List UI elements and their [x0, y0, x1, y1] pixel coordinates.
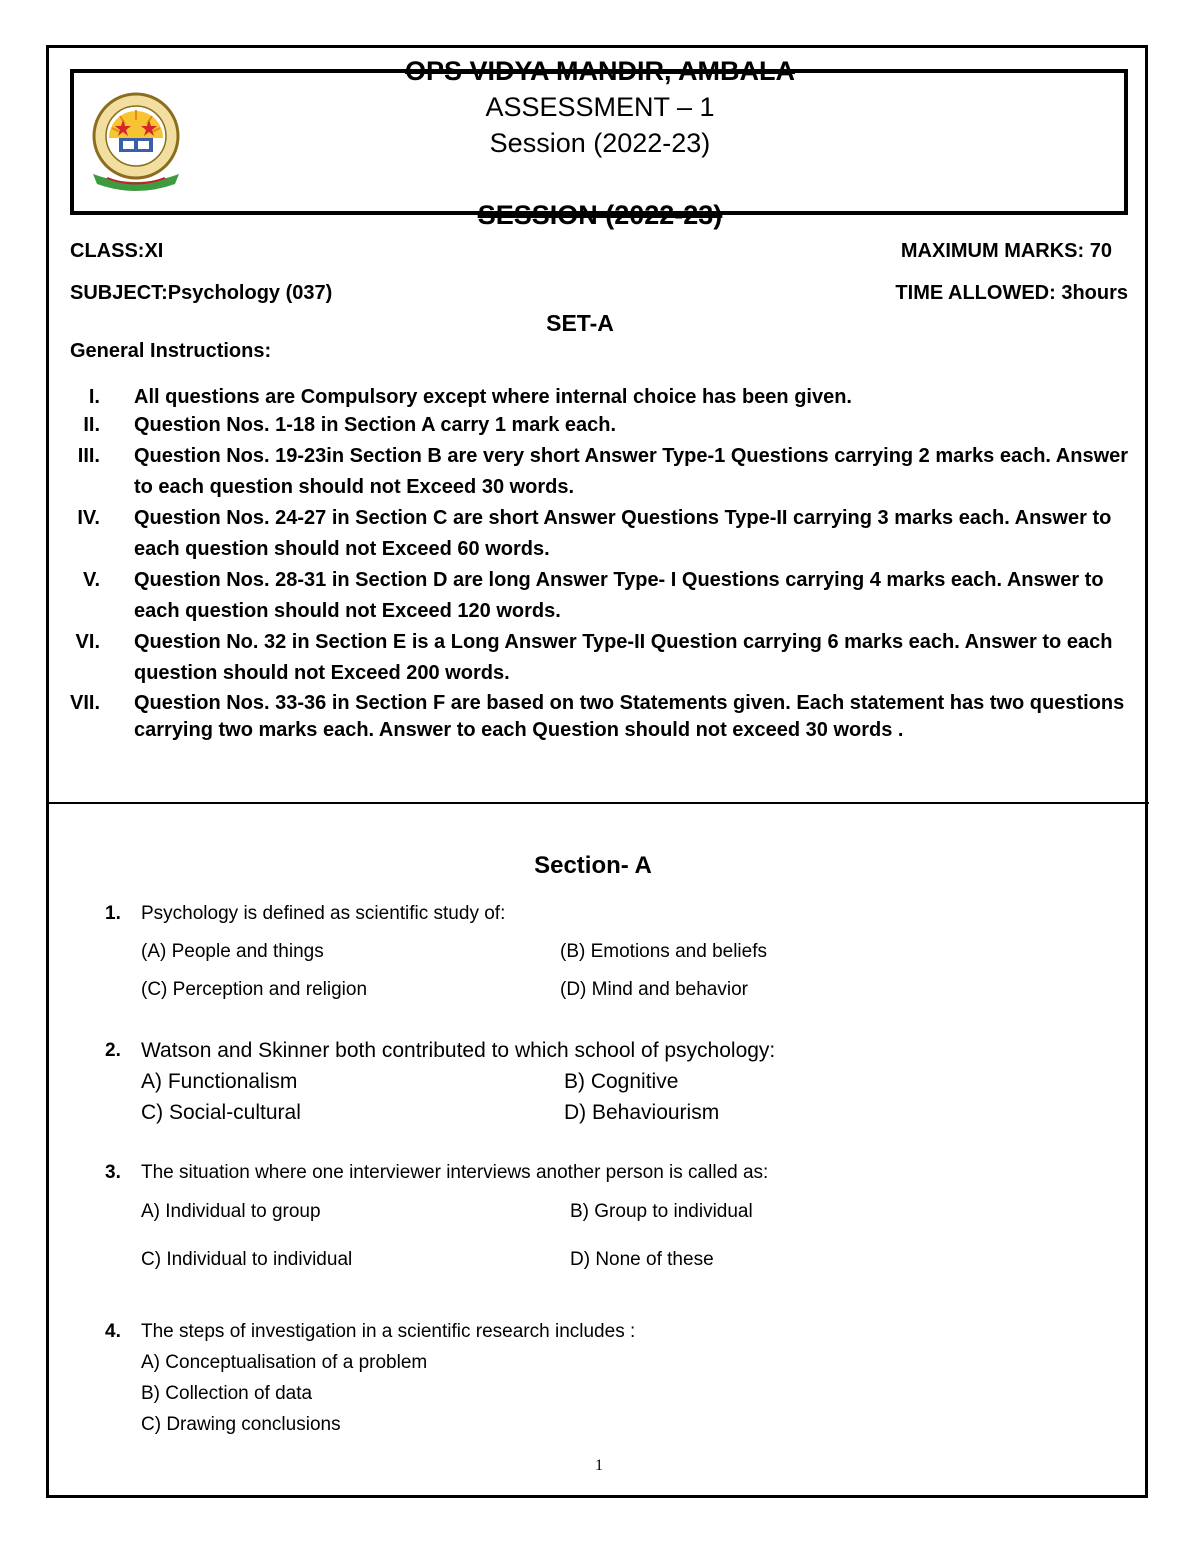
instruction-text: Question Nos. 24-27 in Section C are short Answer Questions Type-II carrying 3 marks each. Answer to each question should not Exceed 60 words. — [134, 507, 1112, 560]
option-c: C) Social-cultural — [141, 1101, 301, 1124]
question-text: The steps of investigation in a scientific research includes : — [141, 1321, 636, 1342]
option-a: (A) People and things — [141, 941, 324, 962]
instruction-number: IV. — [77, 507, 100, 529]
instruction-number: V. — [82, 569, 100, 591]
instruction-text: Question Nos. 1-18 in Section A carry 1 mark each. — [134, 414, 617, 436]
instruction-text: Question No. 32 in Section E is a Long Answer Type-II Question carrying 6 marks each. Answer to each question should not Exceed 200 words. — [134, 631, 1113, 684]
option-b: (B) Emotions and beliefs — [560, 941, 767, 962]
option-c: C) Individual to individual — [141, 1249, 353, 1270]
section-a-title: Section- A — [534, 852, 652, 879]
question-text: Psychology is defined as scientific study of: — [141, 903, 506, 924]
instruction-text: Question Nos. 33-36 in Section F are based on two Statements given. Each statement has two questions carrying two marks each. Answer to each Question should not exceed 30 words . — [134, 692, 1125, 741]
option-d: (D) Mind and behavior — [560, 979, 748, 1000]
question-text: The situation where one interviewer interviews another person is called as: — [141, 1162, 769, 1183]
question-text: Watson and Skinner both contributed to which school of psychology: — [141, 1039, 776, 1062]
set-label: SET-A — [546, 310, 614, 336]
instruction-text: All questions are Compulsory except where internal choice has been given. — [134, 386, 852, 408]
option-c: C) Drawing conclusions — [141, 1414, 341, 1435]
instruction-text: Question Nos. 28-31 in Section D are long Answer Type- I Questions carrying 4 marks each. Answer to each question should not Exceed 120 words. — [134, 569, 1104, 622]
instruction-number: I. — [88, 386, 100, 408]
session-title: Session (2022-23) — [489, 128, 711, 158]
option-b: B) Cognitive — [564, 1070, 679, 1093]
assessment-title: ASSESSMENT – 1 — [485, 92, 715, 122]
question-number: 3. — [105, 1162, 121, 1183]
max-marks-label: MAXIMUM MARKS: 70 — [900, 240, 1112, 262]
page-number: 1 — [595, 1457, 603, 1474]
option-b: B) Collection of data — [141, 1383, 313, 1404]
option-d: D) Behaviourism — [564, 1101, 720, 1124]
instructions-heading: General Instructions: — [70, 340, 272, 362]
instruction-text: Question Nos. 19-23in Section B are very short Answer Type-1 Questions carrying 2 marks each. Answer to each question should not Exceed 30 words. — [134, 445, 1129, 498]
time-allowed-label: TIME ALLOWED: 3hours — [895, 282, 1128, 304]
school-name: OPS VIDYA MANDIR, AMBALA — [404, 56, 796, 86]
subject-label: SUBJECT:Psychology (037) — [70, 282, 333, 304]
option-a: A) Individual to group — [141, 1201, 321, 1222]
instruction-number: III. — [77, 445, 100, 467]
option-b: B) Group to individual — [570, 1201, 753, 1222]
option-a: A) Functionalism — [141, 1070, 298, 1093]
instruction-number: VI. — [75, 631, 100, 653]
instruction-number: II. — [83, 414, 100, 436]
session-caps-title: SESSION (2022-23) — [477, 200, 723, 230]
option-a: A) Conceptualisation of a problem — [141, 1352, 428, 1373]
instruction-number: VII. — [69, 692, 100, 714]
class-label: CLASS:XI — [70, 240, 164, 262]
question-number: 1. — [105, 903, 121, 924]
option-c: (C) Perception and religion — [141, 979, 368, 1000]
option-d: D) None of these — [570, 1249, 714, 1270]
question-number: 4. — [105, 1321, 121, 1342]
section-divider — [49, 802, 1149, 804]
question-number: 2. — [105, 1040, 121, 1061]
